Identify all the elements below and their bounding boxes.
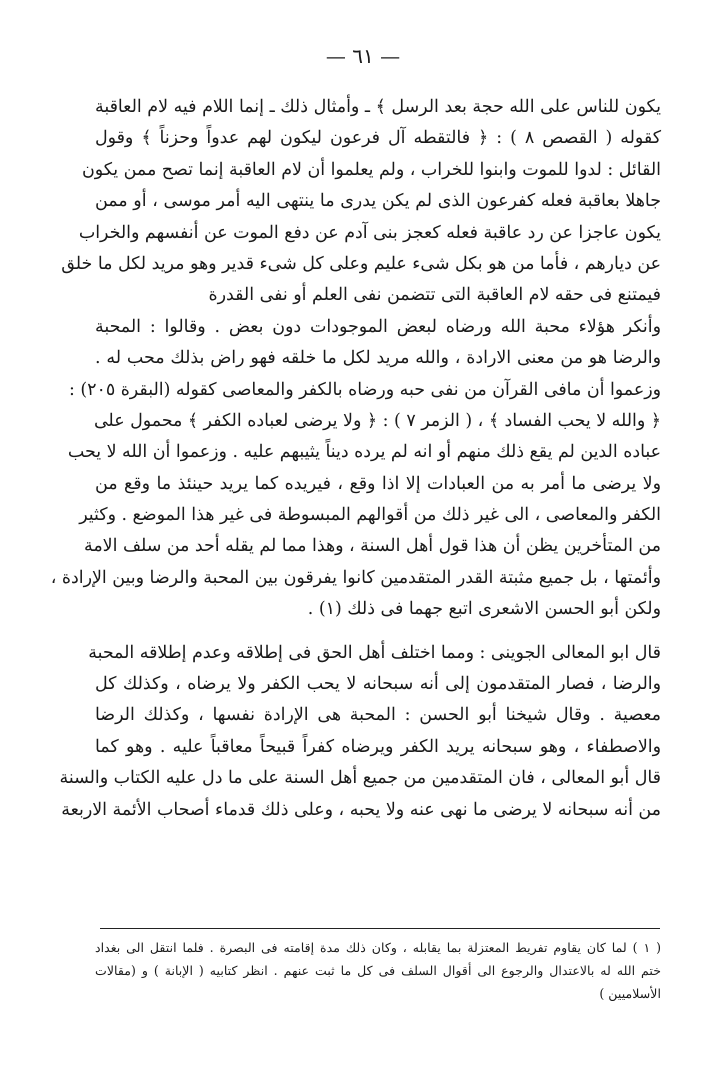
text-line: يكون عاجزا عن رد عاقبة فعله كعجز بنى آدم عن دفع الموت عن أنفسهم والخراب	[78, 222, 661, 243]
text-line: عباده الدين لم يقع ذلك منهم أو انه لم يرده ديناً يثيبهم عليه . وزعموا أن الله لا يحب	[67, 442, 661, 463]
footnote-line: ( ١ ) لما كان يقاوم تفريط المعتزلة بما يقابله ، وكان ذلك مدة إقامته فى البصرة . فلما انتقل الى بغداد	[95, 940, 661, 955]
text-line: وأئمتها ، بل جميع مثبتة القدر المتقدمين كانوا يفرقون بين المحبة والرضا وبين الإرادة ،	[50, 567, 661, 588]
text-line: والاصطفاء ، وهو سبحانه يريد الكفر ويرضاه كفراً قبيحاً معاقباً عليه . وهو كما	[95, 736, 661, 757]
main-text	[50, 92, 661, 826]
text-line: الكفر والمعاصى ، الى غير ذلك من أقوالهم المبسوطة فى غير هذا الموضع . وكثير	[79, 505, 661, 526]
footnote-line: ختم الله له بالاعتدال والرجوع الى أقوال السلف فى كل ما ثبت عنهم . انظر كتابيه ( الإبانة ) و (مقالات	[95, 963, 661, 978]
text-line: قال ابو المعالى الجوينى : ومما اختلف أهل الحق فى إطلاقه وعدم إطلاقه المحبة	[88, 642, 661, 663]
text-line: ﴿ والله لا يحب الفساد ﴾ ، ( الزمر ٧ ) : ﴿ ولا يرضى لعباده الكفر ﴾ محمول على	[93, 410, 661, 431]
text-line: معصية . وقال شيخنا أبو الحسن : المحبة هى الإرادة نفسها ، وكذلك الرضا	[95, 705, 661, 726]
text-line: والرضا ، فصار المتقدمون إلى أنه سبحانه لا يحب الكفر ولا يرضاه ، وكذلك كل	[95, 674, 661, 695]
paragraph-2	[50, 312, 661, 626]
text-line: وأنكر هؤلاء محبة الله ورضاه لبعض الموجودات دون بعض . وقالوا : المحبة	[95, 316, 661, 337]
text-line: القائل : لدوا للموت وابنوا للخراب ، ولم يعلموا أن لام العاقبة إنما تصح ممن يكون	[81, 159, 661, 180]
text-line: وزعموا أن مافى القرآن من نفى حبه ورضاه بالكفر والمعاصى كقوله (البقرة ٢٠٥) :	[68, 379, 661, 400]
paragraph-1	[61, 92, 661, 312]
text-line: من أنه سبحانه لا يرضى ما نهى عنه ولا يحبه ، وعلى ذلك قدماء أصحاب الأئمة الاربعة	[61, 799, 661, 820]
text-line: قال أبو المعالى ، فان المتقدمين من جميع أهل السنة على ما دل عليه الكتاب والسنة	[59, 768, 661, 789]
text-line: والرضا هو من معنى الارادة ، والله مريد لكل ما خلقه فهو راض بذلك محب له .	[95, 348, 661, 369]
text-line: يكون للناس على الله حجة بعد الرسل ﴾ ـ وأمثال ذلك ـ إنما اللام فيه لام العاقبة	[95, 97, 661, 117]
footnote-line: الأسلاميين )	[599, 986, 661, 1001]
text-line: جاهلا بعاقبة فعله كفرعون الذى لم يكن يدرى ما ينتهى اليه أمر موسى ، أو ممن	[95, 191, 661, 212]
page-number: — ٦١ —	[325, 44, 401, 68]
paragraph-3	[59, 638, 661, 826]
text-line: ولا يرضى ما أمر به من العبادات إلا اذا وقع ، فيريده كما يريد حينئذ ما وقع من	[95, 473, 661, 494]
footnote	[95, 936, 661, 1005]
text-line: كقوله ( القصص ٨ ) : ﴿ فالتقطه آل فرعون ليكون لهم عدواً وحزناً ﴾ وقول	[95, 128, 661, 149]
paragraph-spacer	[95, 626, 661, 638]
footnote-divider	[100, 928, 660, 929]
text-line: ولكن أبو الحسن الاشعرى اتبع جهما فى ذلك (١) .	[307, 599, 661, 620]
text-line: عن ديارهم ، فأما من هو بكل شىء عليم وعلى كل شىء قدير وهو مريد لكل ما خلق	[61, 253, 661, 274]
text-line: فيمتنع فى حقه لام العاقبة التى تتضمن نفى العلم أو نفى القدرة	[208, 285, 661, 306]
text-line: من المتأخرين يظن أن هذا قول أهل السنة ، وهذا مما لم يقله أحد من سلف الامة	[84, 536, 661, 557]
